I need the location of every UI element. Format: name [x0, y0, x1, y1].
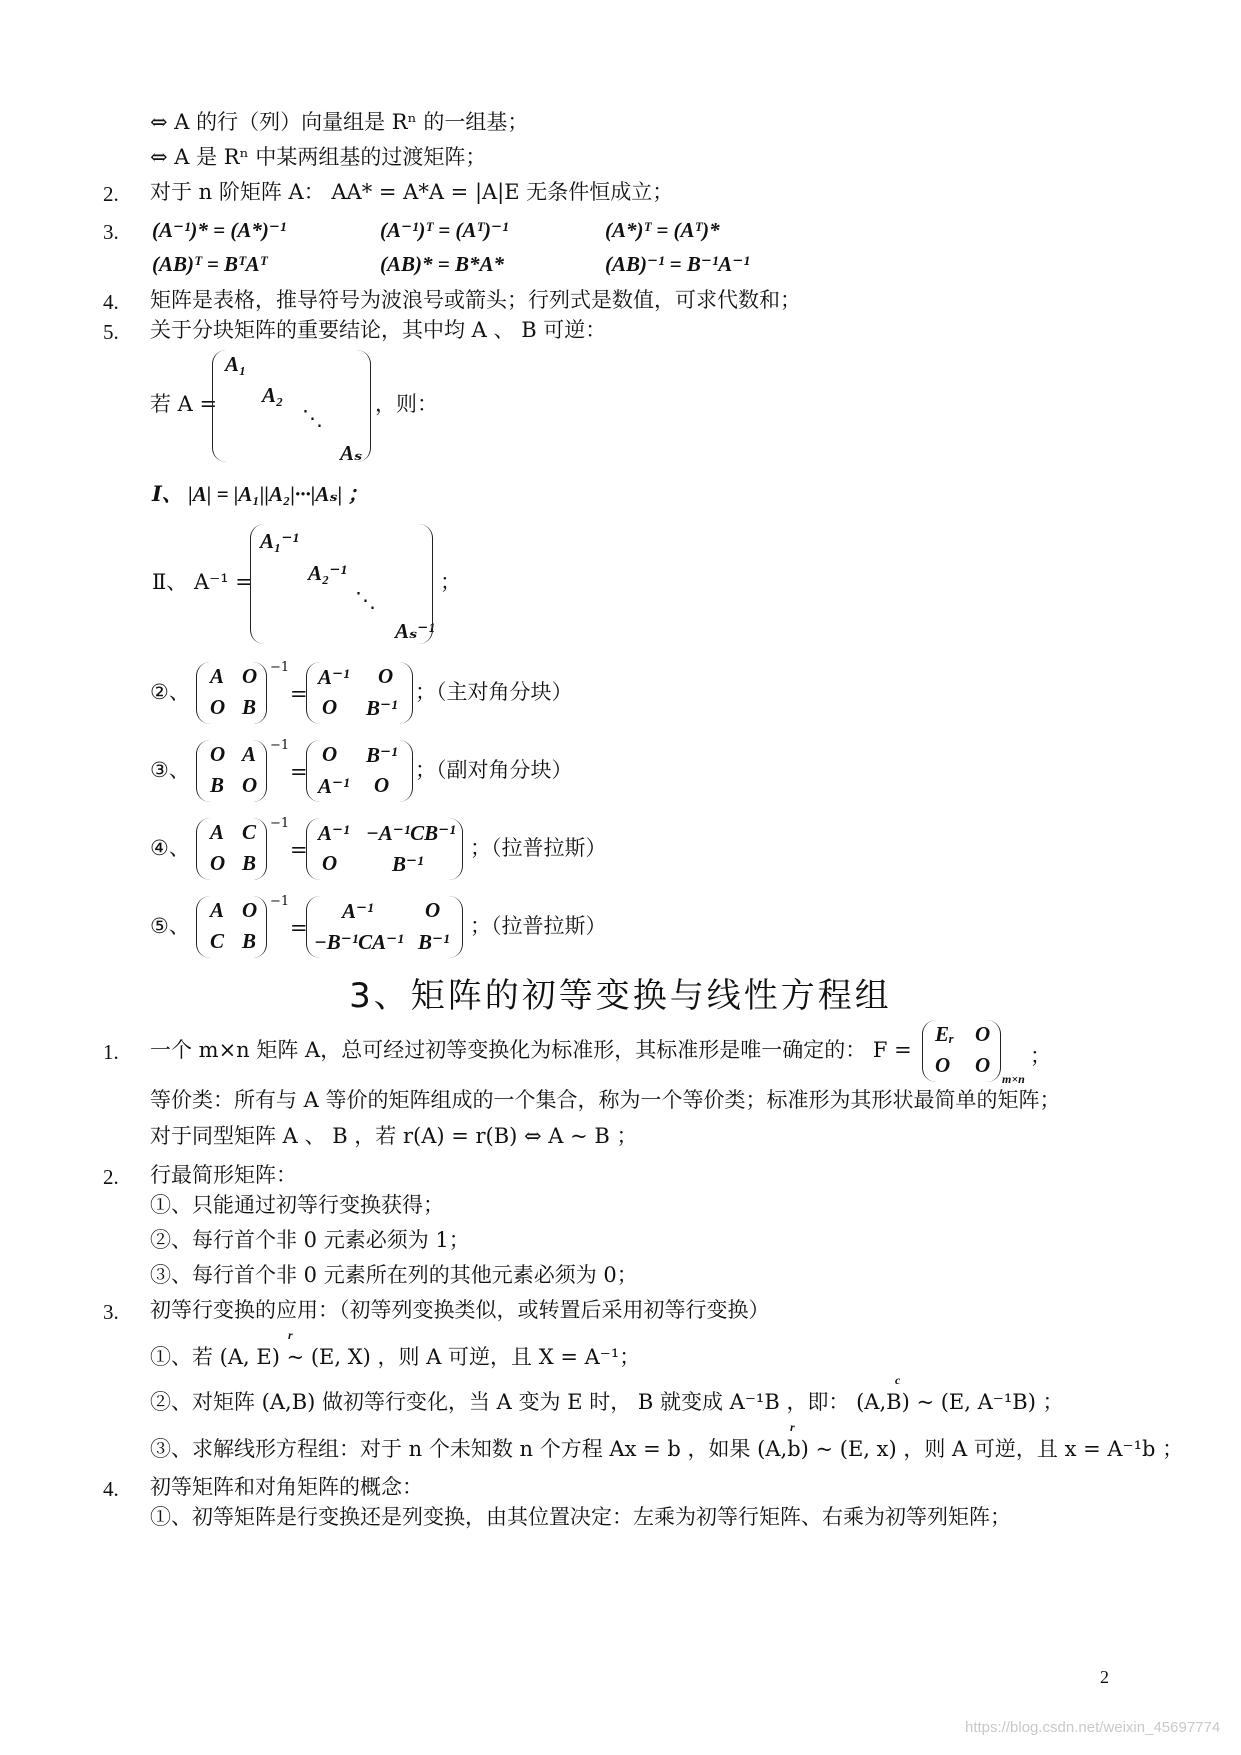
determinant-block-formula: Ⅰ、 |A| = |A₁||A₂|···|Aₛ| ；: [152, 482, 369, 506]
row-echelon-rule-3: ③、每行首个非 0 元素所在列的其他元素必须为 0；: [150, 1263, 638, 1287]
watermark: https://blog.csdn.net/weixin_45697774: [965, 1719, 1221, 1736]
left-paren: [196, 740, 211, 802]
size-subscript: m×n: [1002, 1072, 1025, 1086]
elementary-matrix-rule: ①、初等矩阵是行变换还是列变换，由其位置决定：左乘为初等行矩阵、右乘为初等列矩阵；: [150, 1505, 1011, 1529]
item-equivalence-class: 等价类：所有与 A 等价的矩阵组成的一个集合，称为一个等价类；标准形为其形状最简单的矩阵；: [150, 1088, 1061, 1112]
item-same-type: 对于同型矩阵 A 、 B ，若 r(A) = r(B) ⇔ A ~ B ；: [150, 1124, 638, 1148]
matrix-cell: O: [374, 773, 390, 797]
case-note: ；（拉普拉斯）: [470, 914, 607, 938]
diag-entry: Aₛ⁻¹: [395, 619, 435, 643]
application-inverse: ①、若 (A, E) ~ (E, X) ，则 A 可逆，且 X = A⁻¹；: [150, 1345, 641, 1369]
right-paren: [252, 818, 267, 880]
item-block-matrix-intro: 关于分块矩阵的重要结论，其中均 A 、 B 可逆：: [150, 318, 607, 342]
matrix-cell: O: [322, 742, 338, 766]
matrix-cell: O: [210, 851, 226, 875]
row-op-mark: r: [288, 1328, 293, 1342]
matrix-cell: O: [242, 773, 258, 797]
item-number-1: 1.: [103, 1040, 119, 1064]
equals-sign: =: [290, 682, 308, 706]
diag-dots: ⋱: [355, 588, 376, 612]
matrix-cell: A: [242, 742, 257, 766]
item-row-ops-application: 初等行变换的应用：（初等列变换类似，或转置后采用初等行变换）: [150, 1298, 770, 1322]
diag-entry: Aₛ: [340, 441, 363, 465]
matrix-cell: Eᵣ: [935, 1022, 954, 1046]
matrix-cell: O: [975, 1053, 991, 1077]
matrix-cell: O: [378, 664, 394, 688]
case-note: ；（拉普拉斯）: [470, 836, 607, 860]
inverse-superscript: −1: [270, 894, 290, 909]
item-adjoint-identity: 对于 n 阶矩阵 A： AA* = A*A = |A|E 无条件恒成立；: [150, 180, 674, 204]
equals-sign: =: [290, 760, 308, 784]
item-matrix-vs-determinant: 矩阵是表格，推导符号为波浪号或箭头；行列式是数值，可求代数和；: [150, 288, 801, 312]
inverse-block-prefix: Ⅱ、 A⁻¹ =: [152, 570, 253, 594]
matrix-cell: A⁻¹: [318, 665, 350, 689]
case-label: ③、: [150, 758, 190, 782]
diag-entry: A₂⁻¹: [308, 561, 347, 585]
case-label: ②、: [150, 680, 190, 704]
right-paren: [418, 524, 433, 644]
inverse-superscript: −1: [270, 660, 290, 675]
matrix-cell: B: [242, 929, 257, 953]
item-number-2: 2.: [103, 1165, 119, 1189]
line-transition-matrix: ⇔ A 是 Rⁿ 中某两组基的过渡矩阵；: [150, 145, 487, 169]
matrix-cell: A: [210, 898, 225, 922]
block-matrix-prefix: 若 A =: [150, 392, 218, 416]
case-note: ；（副对角分块）: [415, 758, 573, 782]
matrix-cell: O: [242, 664, 258, 688]
item-number-2: 2.: [103, 182, 119, 206]
matrix-cell: A⁻¹: [318, 774, 350, 798]
right-paren: [398, 662, 413, 724]
right-paren: [448, 896, 463, 958]
right-paren: [398, 740, 413, 802]
diag-entry: A₁⁻¹: [260, 529, 299, 553]
page-number: 2: [1100, 1667, 1109, 1687]
item-number-4: 4.: [103, 290, 119, 314]
matrix-cell: O: [425, 898, 441, 922]
matrix-cell: O: [322, 851, 338, 875]
line-basis: ⇔ A 的行（列）向量组是 Rⁿ 的一组基；: [150, 110, 529, 134]
formula-product-adj: (AB)* = B*A*: [380, 252, 504, 276]
matrix-cell: −A⁻¹CB⁻¹: [366, 821, 456, 845]
matrix-cell: B: [242, 695, 257, 719]
punctuation: ；: [1030, 1044, 1051, 1068]
formula-product-trans: (AB)ᵀ = BᵀAᵀ: [152, 252, 268, 276]
diag-entry: A₁: [225, 352, 247, 376]
right-paren: [448, 818, 463, 880]
equals-sign: =: [290, 916, 308, 940]
item-elementary-matrix: 初等矩阵和对角矩阵的概念：: [150, 1475, 423, 1499]
matrix-cell: −B⁻¹CA⁻¹: [314, 930, 404, 954]
inverse-superscript: −1: [270, 738, 290, 753]
matrix-cell: O: [975, 1022, 991, 1046]
left-paren: [196, 662, 211, 724]
col-op-mark: c: [895, 1373, 901, 1387]
matrix-cell: C: [210, 929, 225, 953]
right-paren: [986, 1020, 1001, 1082]
inverse-block-suffix: ；: [440, 570, 461, 594]
formula-inv-adj: (A⁻¹)* = (A*)⁻¹: [152, 218, 287, 242]
case-note: ；（主对角分块）: [415, 680, 573, 704]
application-linear-system: ③、求解线形方程组：对于 n 个未知数 n 个方程 Ax = b ，如果 (A,b) ~ (E, x) ，则 A 可逆，且 x = A⁻¹b ；: [150, 1437, 1184, 1461]
matrix-cell: A: [210, 664, 225, 688]
left-paren: [196, 896, 211, 958]
left-paren: [196, 818, 211, 880]
matrix-cell: A⁻¹: [318, 821, 350, 845]
matrix-cell: C: [242, 820, 257, 844]
item-number-4: 4.: [103, 1477, 119, 1501]
matrix-cell: A⁻¹: [342, 899, 374, 923]
formula-adj-trans: (A*)ᵀ = (Aᵀ)*: [605, 218, 720, 242]
case-label: ④、: [150, 836, 190, 860]
item-number-5: 5.: [103, 320, 119, 344]
case-label: ⑤、: [150, 914, 190, 938]
matrix-cell: O: [210, 695, 226, 719]
item-row-echelon: 行最简形矩阵：: [150, 1163, 297, 1187]
right-paren: [356, 350, 371, 462]
matrix-cell: B⁻¹: [366, 696, 398, 720]
right-paren: [252, 740, 267, 802]
row-op-mark: r: [790, 1420, 795, 1434]
row-echelon-rule-2: ②、每行首个非 0 元素必须为 1；: [150, 1228, 470, 1252]
application-solve-matrix: ②、对矩阵 (A,B) 做初等行变化，当 A 变为 E 时， B 就变成 A⁻¹B ，即： (A,B) ~ (E, A⁻¹B) ；: [150, 1390, 1064, 1414]
item-number-3: 3.: [103, 1300, 119, 1324]
section-title: 3、矩阵的初等变换与线性方程组: [349, 976, 892, 1016]
row-echelon-rule-1: ①、只能通过初等行变换获得；: [150, 1193, 444, 1217]
matrix-cell: O: [210, 742, 226, 766]
equals-sign: =: [290, 838, 308, 862]
matrix-cell: B⁻¹: [366, 743, 398, 767]
matrix-cell: B⁻¹: [392, 852, 424, 876]
right-paren: [252, 896, 267, 958]
matrix-cell: O: [322, 695, 338, 719]
right-paren: [252, 662, 267, 724]
matrix-cell: B: [242, 851, 257, 875]
formula-product-inv: (AB)⁻¹ = B⁻¹A⁻¹: [605, 252, 750, 276]
matrix-cell: B: [210, 773, 225, 797]
item-standard-form: 一个 m×n 矩阵 A，总可经过初等变换化为标准形，其标准形是唯一确定的： F =: [150, 1038, 912, 1062]
item-number-3: 3.: [103, 220, 119, 244]
block-matrix-suffix: ，则：: [375, 392, 438, 416]
formula-inv-trans: (A⁻¹)ᵀ = (Aᵀ)⁻¹: [380, 218, 509, 242]
inverse-superscript: −1: [270, 816, 290, 831]
matrix-cell: A: [210, 820, 225, 844]
matrix-cell: B⁻¹: [418, 930, 450, 954]
matrix-cell: O: [935, 1053, 951, 1077]
matrix-cell: O: [242, 898, 258, 922]
diag-dots: ⋱: [302, 406, 323, 430]
diag-entry: A₂: [262, 383, 284, 407]
